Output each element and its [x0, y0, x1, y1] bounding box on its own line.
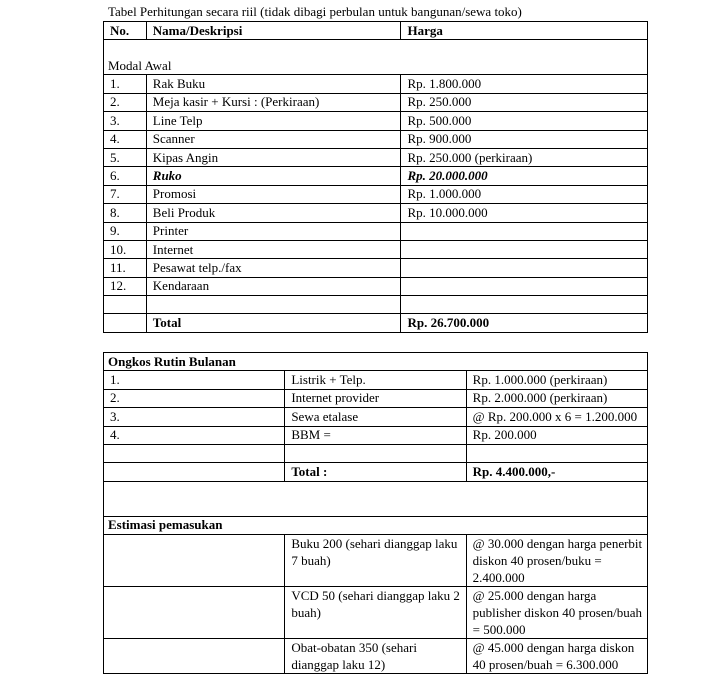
modal-awal-table — [103, 21, 648, 333]
row-harga: Rp. 250.000 (perkiraan) — [401, 148, 648, 166]
row-no: 5. — [104, 148, 147, 166]
row-harga: Rp. 2.000.000 (perkiraan) — [466, 389, 647, 407]
table-row — [104, 639, 648, 674]
row-harga: @ 30.000 dengan harga penerbit diskon 40 prosen/buku = 2.400.000 — [466, 535, 647, 587]
row-harga: @ Rp. 200.000 x 6 = 1.200.000 — [466, 408, 647, 426]
row-nama: Sewa etalase — [285, 408, 466, 426]
row-harga: Rp. 1.000.000 (perkiraan) — [466, 371, 647, 389]
spacer-row — [104, 481, 648, 516]
table-row — [104, 371, 648, 389]
row-no — [104, 639, 285, 674]
row-no: 12. — [104, 277, 147, 295]
row-harga: Rp. 250.000 — [401, 93, 648, 111]
row-no: 1. — [104, 75, 147, 93]
total-label: Total : — [285, 463, 466, 481]
total-row — [104, 463, 648, 481]
row-no: 10. — [104, 240, 147, 258]
row-no: 6. — [104, 167, 147, 185]
table-row — [104, 408, 648, 426]
table-row — [104, 112, 648, 130]
blank-cell — [146, 296, 401, 314]
row-nama: Ruko — [146, 167, 401, 185]
table-row — [104, 240, 648, 258]
row-no — [104, 587, 285, 639]
modal-awal-title: Modal Awal — [104, 40, 648, 75]
row-nama: Kendaraan — [146, 277, 401, 295]
row-no: 9. — [104, 222, 147, 240]
row-nama: Scanner — [146, 130, 401, 148]
row-nama: Internet provider — [285, 389, 466, 407]
row-nama: Line Telp — [146, 112, 401, 130]
row-no: 2. — [104, 389, 285, 407]
row-no — [104, 535, 285, 587]
spacer-cell — [104, 481, 648, 516]
row-nama: Rak Buku — [146, 75, 401, 93]
row-harga: Rp. 500.000 — [401, 112, 648, 130]
blank-cell — [104, 444, 285, 462]
total-value: Rp. 4.400.000,- — [466, 463, 647, 481]
table-header-row — [104, 22, 648, 40]
row-nama: Beli Produk — [146, 204, 401, 222]
table-row — [104, 185, 648, 203]
row-nama: Promosi — [146, 185, 401, 203]
ongkos-title-row — [104, 353, 648, 371]
table-row — [104, 167, 648, 185]
row-harga — [401, 259, 648, 277]
table-row — [104, 148, 648, 166]
row-nama: Kipas Angin — [146, 148, 401, 166]
row-nama: Obat-obatan 350 (sehari dianggap laku 12) — [285, 639, 466, 674]
row-no: 4. — [104, 130, 147, 148]
table-row — [104, 277, 648, 295]
row-harga: Rp. 1.000.000 — [401, 185, 648, 203]
row-harga: Rp. 900.000 — [401, 130, 648, 148]
row-nama: Buku 200 (sehari dianggap laku 7 buah) — [285, 535, 466, 587]
table-row — [104, 130, 648, 148]
row-no: 2. — [104, 93, 147, 111]
header-nama: Nama/Deskripsi — [146, 22, 401, 40]
row-harga — [401, 222, 648, 240]
ongkos-title: Ongkos Rutin Bulanan — [104, 353, 648, 371]
row-no: 4. — [104, 426, 285, 444]
row-harga: Rp. 20.000.000 — [401, 167, 648, 185]
row-no: 3. — [104, 112, 147, 130]
row-no: 1. — [104, 371, 285, 389]
row-nama: Listrik + Telp. — [285, 371, 466, 389]
row-harga: Rp. 200.000 — [466, 426, 647, 444]
row-nama: BBM = — [285, 426, 466, 444]
blank-row — [104, 444, 648, 462]
row-nama: VCD 50 (sehari dianggap laku 2 buah) — [285, 587, 466, 639]
estimasi-title-row — [104, 516, 648, 534]
total-no — [104, 463, 285, 481]
row-nama: Internet — [146, 240, 401, 258]
table-row — [104, 587, 648, 639]
table-row — [104, 535, 648, 587]
row-no: 7. — [104, 185, 147, 203]
table-row — [104, 426, 648, 444]
row-harga: @ 25.000 dengan harga publisher diskon 40 prosen/buah = 500.000 — [466, 587, 647, 639]
row-harga — [401, 240, 648, 258]
row-harga: Rp. 1.800.000 — [401, 75, 648, 93]
blank-cell — [285, 444, 466, 462]
row-nama: Meja kasir + Kursi : (Perkiraan) — [146, 93, 401, 111]
row-harga — [401, 277, 648, 295]
blank-cell — [104, 296, 147, 314]
row-harga: Rp. 10.000.000 — [401, 204, 648, 222]
table-row — [104, 93, 648, 111]
blank-row — [104, 296, 648, 314]
row-nama: Printer — [146, 222, 401, 240]
header-harga: Harga — [401, 22, 648, 40]
modal-awal-title-row — [104, 40, 648, 75]
row-no: 11. — [104, 259, 147, 277]
table-row — [104, 75, 648, 93]
table-row — [104, 259, 648, 277]
blank-cell — [466, 444, 647, 462]
row-harga: @ 45.000 dengan harga diskon 40 prosen/buah = 6.300.000 — [466, 639, 647, 674]
table-caption: Tabel Perhitungan secara riil (tidak dibagi perbulan untuk bangunan/sewa toko) — [108, 4, 522, 19]
total-label: Total — [146, 314, 401, 332]
ongkos-estimasi-table — [103, 352, 648, 674]
total-row — [104, 314, 648, 332]
table-row — [104, 222, 648, 240]
table-row — [104, 204, 648, 222]
total-value: Rp. 26.700.000 — [401, 314, 648, 332]
estimasi-title: Estimasi pemasukan — [104, 516, 648, 534]
row-no: 3. — [104, 408, 285, 426]
row-no: 8. — [104, 204, 147, 222]
blank-cell — [401, 296, 648, 314]
total-no — [104, 314, 147, 332]
header-no: No. — [104, 22, 147, 40]
row-nama: Pesawat telp./fax — [146, 259, 401, 277]
table-row — [104, 389, 648, 407]
